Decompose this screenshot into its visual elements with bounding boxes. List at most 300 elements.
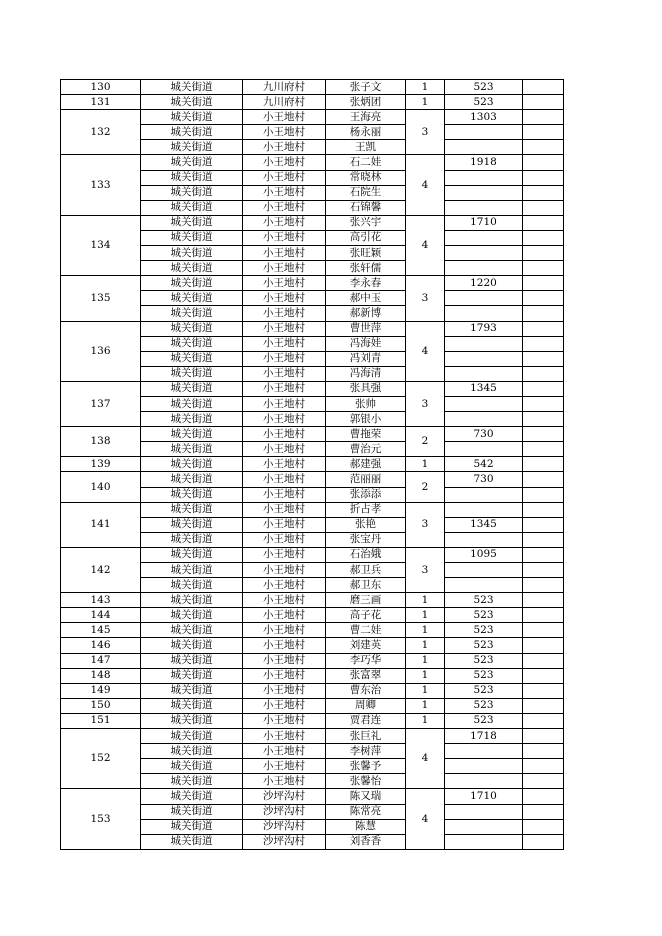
amount-cell: 523 <box>445 95 523 110</box>
member-count-cell: 3 <box>406 110 445 155</box>
household-number-cell: 137 <box>61 381 141 426</box>
village-cell: 小王地村 <box>243 125 326 140</box>
name-cell: 范丽丽 <box>326 472 406 487</box>
amount-cell: 1710 <box>445 789 523 804</box>
blank-cell <box>523 774 564 789</box>
name-cell: 磨三画 <box>326 593 406 608</box>
village-cell: 小王地村 <box>243 638 326 653</box>
amount-cell <box>445 502 523 517</box>
name-cell: 冯刘青 <box>326 351 406 366</box>
village-cell: 小王地村 <box>243 547 326 562</box>
name-cell: 郝卫东 <box>326 578 406 593</box>
amount-cell <box>445 246 523 261</box>
member-count-cell: 1 <box>406 668 445 683</box>
member-count-cell: 1 <box>406 593 445 608</box>
member-count-cell: 1 <box>406 638 445 653</box>
name-cell: 刘建英 <box>326 638 406 653</box>
street-cell: 城关街道 <box>141 638 243 653</box>
blank-cell <box>523 427 564 442</box>
street-cell: 城关街道 <box>141 502 243 517</box>
name-cell: 郭银小 <box>326 412 406 427</box>
blank-cell <box>523 230 564 245</box>
member-count-cell: 2 <box>406 427 445 457</box>
village-cell: 小王地村 <box>243 381 326 396</box>
street-cell: 城关街道 <box>141 321 243 336</box>
street-cell: 城关街道 <box>141 110 243 125</box>
name-cell: 张旺颖 <box>326 246 406 261</box>
street-cell: 城关街道 <box>141 200 243 215</box>
village-cell: 小王地村 <box>243 487 326 502</box>
blank-cell <box>523 442 564 457</box>
amount-cell <box>445 261 523 276</box>
name-cell: 周卿 <box>326 698 406 713</box>
street-cell: 城关街道 <box>141 155 243 170</box>
village-cell: 小王地村 <box>243 593 326 608</box>
amount-cell: 1220 <box>445 276 523 291</box>
village-cell: 小王地村 <box>243 653 326 668</box>
table-row <box>61 215 564 230</box>
member-count-cell: 3 <box>406 547 445 592</box>
amount-cell: 523 <box>445 683 523 698</box>
street-cell: 城关街道 <box>141 185 243 200</box>
name-cell: 曹拖荣 <box>326 427 406 442</box>
amount-cell <box>445 336 523 351</box>
street-cell: 城关街道 <box>141 698 243 713</box>
village-cell: 小王地村 <box>243 170 326 185</box>
amount-cell: 523 <box>445 623 523 638</box>
blank-cell <box>523 698 564 713</box>
table-row <box>61 547 564 562</box>
household-table <box>60 79 564 850</box>
name-cell: 曹东治 <box>326 683 406 698</box>
amount-cell <box>445 819 523 834</box>
street-cell: 城关街道 <box>141 563 243 578</box>
name-cell: 石二娃 <box>326 155 406 170</box>
amount-cell <box>445 170 523 185</box>
blank-cell <box>523 563 564 578</box>
street-cell: 城关街道 <box>141 608 243 623</box>
street-cell: 城关街道 <box>141 789 243 804</box>
name-cell: 张炳团 <box>326 95 406 110</box>
street-cell: 城关街道 <box>141 276 243 291</box>
blank-cell <box>523 351 564 366</box>
village-cell: 小王地村 <box>243 140 326 155</box>
household-number-cell: 147 <box>61 653 141 668</box>
table-row <box>61 457 564 472</box>
street-cell: 城关街道 <box>141 170 243 185</box>
blank-cell <box>523 532 564 547</box>
street-cell: 城关街道 <box>141 442 243 457</box>
name-cell: 郝卫兵 <box>326 563 406 578</box>
blank-cell <box>523 593 564 608</box>
member-count-cell: 1 <box>406 608 445 623</box>
table-row <box>61 608 564 623</box>
blank-cell <box>523 155 564 170</box>
member-count-cell: 1 <box>406 457 445 472</box>
village-cell: 小王地村 <box>243 502 326 517</box>
name-cell: 刘香香 <box>326 834 406 849</box>
table-row <box>61 653 564 668</box>
name-cell: 杨永丽 <box>326 125 406 140</box>
member-count-cell: 3 <box>406 502 445 547</box>
blank-cell <box>523 336 564 351</box>
name-cell: 曹世萍 <box>326 321 406 336</box>
amount-cell <box>445 366 523 381</box>
village-cell: 沙坪沟村 <box>243 834 326 849</box>
table-row <box>61 321 564 336</box>
amount-cell <box>445 230 523 245</box>
blank-cell <box>523 246 564 261</box>
village-cell: 小王地村 <box>243 517 326 532</box>
blank-cell <box>523 80 564 95</box>
street-cell: 城关街道 <box>141 547 243 562</box>
street-cell: 城关街道 <box>141 246 243 261</box>
name-cell: 高引花 <box>326 230 406 245</box>
village-cell: 小王地村 <box>243 532 326 547</box>
street-cell: 城关街道 <box>141 472 243 487</box>
blank-cell <box>523 306 564 321</box>
name-cell: 李永春 <box>326 276 406 291</box>
member-count-cell: 4 <box>406 215 445 275</box>
name-cell: 李树萍 <box>326 744 406 759</box>
member-count-cell: 1 <box>406 623 445 638</box>
village-cell: 小王地村 <box>243 366 326 381</box>
blank-cell <box>523 804 564 819</box>
village-cell: 小王地村 <box>243 442 326 457</box>
street-cell: 城关街道 <box>141 487 243 502</box>
village-cell: 小王地村 <box>243 276 326 291</box>
name-cell: 李巧华 <box>326 653 406 668</box>
household-number-cell: 152 <box>61 729 141 789</box>
name-cell: 张富翠 <box>326 668 406 683</box>
blank-cell <box>523 653 564 668</box>
household-number-cell: 150 <box>61 698 141 713</box>
name-cell: 张添添 <box>326 487 406 502</box>
village-cell: 小王地村 <box>243 668 326 683</box>
table-row <box>61 713 564 728</box>
blank-cell <box>523 729 564 744</box>
amount-cell <box>445 563 523 578</box>
table-row <box>61 698 564 713</box>
name-cell: 冯海娃 <box>326 336 406 351</box>
street-cell: 城关街道 <box>141 593 243 608</box>
member-count-cell: 1 <box>406 95 445 110</box>
table-row <box>61 80 564 95</box>
blank-cell <box>523 321 564 336</box>
table-row <box>61 683 564 698</box>
name-cell: 石院生 <box>326 185 406 200</box>
street-cell: 城关街道 <box>141 774 243 789</box>
street-cell: 城关街道 <box>141 95 243 110</box>
amount-cell <box>445 774 523 789</box>
street-cell: 城关街道 <box>141 713 243 728</box>
amount-cell: 1710 <box>445 215 523 230</box>
street-cell: 城关街道 <box>141 351 243 366</box>
street-cell: 城关街道 <box>141 306 243 321</box>
village-cell: 小王地村 <box>243 744 326 759</box>
table-row <box>61 95 564 110</box>
village-cell: 小王地村 <box>243 351 326 366</box>
amount-cell <box>445 412 523 427</box>
blank-cell <box>523 95 564 110</box>
name-cell: 石治娥 <box>326 547 406 562</box>
table-row <box>61 623 564 638</box>
village-cell: 小王地村 <box>243 759 326 774</box>
name-cell: 折占孝 <box>326 502 406 517</box>
table-row <box>61 789 564 804</box>
street-cell: 城关街道 <box>141 140 243 155</box>
street-cell: 城关街道 <box>141 653 243 668</box>
blank-cell <box>523 291 564 306</box>
household-number-cell: 131 <box>61 95 141 110</box>
table-body <box>61 80 564 850</box>
table-row <box>61 472 564 487</box>
blank-cell <box>523 472 564 487</box>
village-cell: 小王地村 <box>243 623 326 638</box>
amount-cell <box>445 804 523 819</box>
village-cell: 沙坪沟村 <box>243 789 326 804</box>
village-cell: 小王地村 <box>243 457 326 472</box>
amount-cell: 1303 <box>445 110 523 125</box>
blank-cell <box>523 623 564 638</box>
amount-cell <box>445 744 523 759</box>
amount-cell <box>445 200 523 215</box>
village-cell: 小王地村 <box>243 185 326 200</box>
amount-cell: 1345 <box>445 381 523 396</box>
name-cell: 陈慧 <box>326 819 406 834</box>
village-cell: 小王地村 <box>243 608 326 623</box>
household-number-cell: 138 <box>61 427 141 457</box>
name-cell: 陈常亮 <box>326 804 406 819</box>
blank-cell <box>523 261 564 276</box>
blank-cell <box>523 819 564 834</box>
amount-cell: 523 <box>445 698 523 713</box>
street-cell: 城关街道 <box>141 683 243 698</box>
amount-cell <box>445 140 523 155</box>
blank-cell <box>523 713 564 728</box>
village-cell: 小王地村 <box>243 683 326 698</box>
village-cell: 小王地村 <box>243 578 326 593</box>
member-count-cell: 4 <box>406 321 445 381</box>
table-row <box>61 276 564 291</box>
blank-cell <box>523 834 564 849</box>
amount-cell: 1718 <box>445 729 523 744</box>
blank-cell <box>523 502 564 517</box>
street-cell: 城关街道 <box>141 744 243 759</box>
member-count-cell: 4 <box>406 789 445 849</box>
blank-cell <box>523 578 564 593</box>
name-cell: 郝新博 <box>326 306 406 321</box>
member-count-cell: 4 <box>406 155 445 215</box>
blank-cell <box>523 110 564 125</box>
village-cell: 小王地村 <box>243 155 326 170</box>
table-row <box>61 638 564 653</box>
amount-cell <box>445 125 523 140</box>
amount-cell <box>445 578 523 593</box>
street-cell: 城关街道 <box>141 366 243 381</box>
street-cell: 城关街道 <box>141 819 243 834</box>
name-cell: 张馨予 <box>326 759 406 774</box>
table-row <box>61 427 564 442</box>
name-cell: 张轩儒 <box>326 261 406 276</box>
street-cell: 城关街道 <box>141 457 243 472</box>
name-cell: 陈又瑞 <box>326 789 406 804</box>
amount-cell: 730 <box>445 427 523 442</box>
blank-cell <box>523 457 564 472</box>
table-row <box>61 110 564 125</box>
blank-cell <box>523 668 564 683</box>
blank-cell <box>523 744 564 759</box>
village-cell: 小王地村 <box>243 563 326 578</box>
village-cell: 小王地村 <box>243 774 326 789</box>
village-cell: 小王地村 <box>243 336 326 351</box>
member-count-cell: 3 <box>406 276 445 321</box>
member-count-cell: 1 <box>406 683 445 698</box>
household-number-cell: 145 <box>61 623 141 638</box>
name-cell: 张艳 <box>326 517 406 532</box>
amount-cell: 523 <box>445 593 523 608</box>
street-cell: 城关街道 <box>141 230 243 245</box>
member-count-cell: 1 <box>406 713 445 728</box>
name-cell: 张具强 <box>326 381 406 396</box>
street-cell: 城关街道 <box>141 80 243 95</box>
table-row <box>61 668 564 683</box>
member-count-cell: 2 <box>406 472 445 502</box>
village-cell: 小王地村 <box>243 729 326 744</box>
street-cell: 城关街道 <box>141 517 243 532</box>
amount-cell: 523 <box>445 608 523 623</box>
name-cell: 常晓林 <box>326 170 406 185</box>
village-cell: 九川府村 <box>243 95 326 110</box>
amount-cell <box>445 185 523 200</box>
village-cell: 小王地村 <box>243 713 326 728</box>
household-number-cell: 142 <box>61 547 141 592</box>
amount-cell: 730 <box>445 472 523 487</box>
amount-cell <box>445 351 523 366</box>
blank-cell <box>523 412 564 427</box>
household-number-cell: 143 <box>61 593 141 608</box>
street-cell: 城关街道 <box>141 623 243 638</box>
table-row <box>61 381 564 396</box>
amount-cell <box>445 442 523 457</box>
village-cell: 小王地村 <box>243 427 326 442</box>
blank-cell <box>523 547 564 562</box>
street-cell: 城关街道 <box>141 291 243 306</box>
blank-cell <box>523 683 564 698</box>
blank-cell <box>523 366 564 381</box>
name-cell: 张巨礼 <box>326 729 406 744</box>
name-cell: 郝中玉 <box>326 291 406 306</box>
household-number-cell: 146 <box>61 638 141 653</box>
blank-cell <box>523 487 564 502</box>
household-number-cell: 135 <box>61 276 141 321</box>
amount-cell <box>445 291 523 306</box>
household-number-cell: 149 <box>61 683 141 698</box>
village-cell: 小王地村 <box>243 110 326 125</box>
name-cell: 王海亮 <box>326 110 406 125</box>
blank-cell <box>523 396 564 411</box>
name-cell: 张兴宇 <box>326 215 406 230</box>
blank-cell <box>523 125 564 140</box>
village-cell: 小王地村 <box>243 246 326 261</box>
blank-cell <box>523 638 564 653</box>
household-number-cell: 134 <box>61 215 141 275</box>
household-number-cell: 132 <box>61 110 141 155</box>
household-number-cell: 133 <box>61 155 141 215</box>
household-number-cell: 148 <box>61 668 141 683</box>
street-cell: 城关街道 <box>141 578 243 593</box>
table-row <box>61 155 564 170</box>
member-count-cell: 4 <box>406 729 445 789</box>
household-number-cell: 141 <box>61 502 141 547</box>
household-number-cell: 139 <box>61 457 141 472</box>
village-cell: 小王地村 <box>243 200 326 215</box>
street-cell: 城关街道 <box>141 215 243 230</box>
village-cell: 小王地村 <box>243 291 326 306</box>
amount-cell: 1095 <box>445 547 523 562</box>
village-cell: 沙坪沟村 <box>243 804 326 819</box>
amount-cell <box>445 487 523 502</box>
amount-cell: 1793 <box>445 321 523 336</box>
village-cell: 小王地村 <box>243 230 326 245</box>
village-cell: 小王地村 <box>243 215 326 230</box>
street-cell: 城关街道 <box>141 729 243 744</box>
amount-cell: 1918 <box>445 155 523 170</box>
household-number-cell: 130 <box>61 80 141 95</box>
name-cell: 石锦馨 <box>326 200 406 215</box>
street-cell: 城关街道 <box>141 804 243 819</box>
amount-cell <box>445 306 523 321</box>
name-cell: 张宝丹 <box>326 532 406 547</box>
name-cell: 张馨怡 <box>326 774 406 789</box>
amount-cell <box>445 834 523 849</box>
amount-cell <box>445 532 523 547</box>
street-cell: 城关街道 <box>141 336 243 351</box>
amount-cell: 523 <box>445 668 523 683</box>
household-number-cell: 153 <box>61 789 141 849</box>
blank-cell <box>523 608 564 623</box>
blank-cell <box>523 215 564 230</box>
blank-cell <box>523 381 564 396</box>
blank-cell <box>523 789 564 804</box>
street-cell: 城关街道 <box>141 532 243 547</box>
village-cell: 小王地村 <box>243 698 326 713</box>
street-cell: 城关街道 <box>141 396 243 411</box>
amount-cell: 523 <box>445 80 523 95</box>
street-cell: 城关街道 <box>141 412 243 427</box>
street-cell: 城关街道 <box>141 125 243 140</box>
member-count-cell: 1 <box>406 653 445 668</box>
table-row <box>61 502 564 517</box>
blank-cell <box>523 185 564 200</box>
household-number-cell: 140 <box>61 472 141 502</box>
blank-cell <box>523 517 564 532</box>
blank-cell <box>523 276 564 291</box>
name-cell: 王凯 <box>326 140 406 155</box>
street-cell: 城关街道 <box>141 381 243 396</box>
village-cell: 小王地村 <box>243 321 326 336</box>
amount-cell: 523 <box>445 713 523 728</box>
street-cell: 城关街道 <box>141 668 243 683</box>
name-cell: 曹二娃 <box>326 623 406 638</box>
amount-cell <box>445 759 523 774</box>
name-cell: 贾君连 <box>326 713 406 728</box>
village-cell: 小王地村 <box>243 261 326 276</box>
name-cell: 冯海清 <box>326 366 406 381</box>
table-row <box>61 729 564 744</box>
blank-cell <box>523 140 564 155</box>
blank-cell <box>523 200 564 215</box>
